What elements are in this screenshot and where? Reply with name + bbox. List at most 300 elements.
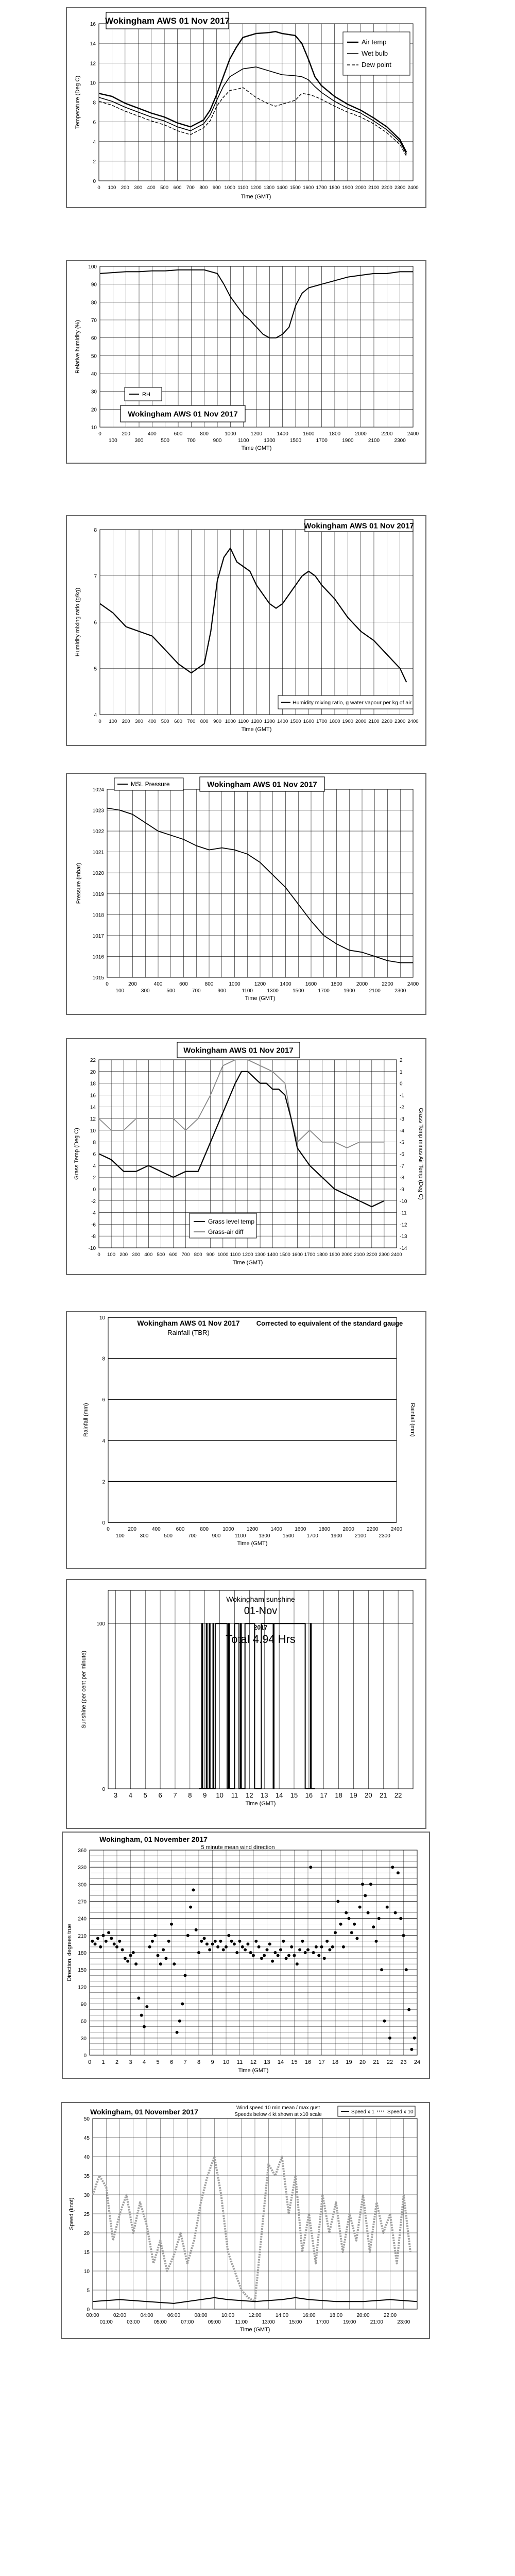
x-tick-label: 1800 bbox=[316, 1252, 328, 1258]
x-tick-label: 100 bbox=[115, 1533, 125, 1539]
y-tick-label: 6 bbox=[94, 620, 97, 626]
wind-direction-point bbox=[304, 1951, 307, 1954]
wind-direction-point bbox=[222, 1948, 225, 1952]
x-axis-label: Time (GMT) bbox=[245, 1801, 276, 1807]
wind-direction-point bbox=[296, 1962, 299, 1965]
x-tick-label: 600 bbox=[173, 185, 182, 191]
x-tick-label: 2300 bbox=[394, 185, 406, 191]
x-tick-label: 21 bbox=[380, 1791, 387, 1799]
x-tick-label: 8 bbox=[188, 1791, 192, 1799]
x-tick-label: 2200 bbox=[381, 185, 392, 191]
y-tick-label: 5 bbox=[94, 666, 97, 672]
x-tick-label: 4 bbox=[142, 2059, 146, 2065]
wind-direction-point bbox=[325, 1940, 329, 1943]
x-tick-label: 0 bbox=[98, 719, 101, 724]
x-tick-label: 2 bbox=[115, 2059, 119, 2065]
y-tick-label: -5 bbox=[400, 1140, 404, 1146]
x-tick-label: 500 bbox=[160, 185, 169, 191]
chart-title: Wokingham sunshine bbox=[226, 1595, 295, 1603]
x-tick-label: 21:00 bbox=[370, 2319, 383, 2325]
x-tick-label: 1200 bbox=[246, 1527, 259, 1532]
wind-speed-chart bbox=[62, 2103, 431, 2340]
y-tick-label: 60 bbox=[91, 335, 97, 342]
x-tick-label: 2100 bbox=[354, 1533, 367, 1539]
y-tick-label: 10 bbox=[90, 1128, 96, 1134]
x-tick-label: 1800 bbox=[329, 431, 341, 437]
mixing-ratio-chart-panel bbox=[66, 515, 426, 746]
x-tick-label: 7 bbox=[183, 2059, 187, 2065]
x-tick-label: 1800 bbox=[331, 981, 342, 987]
x-tick-label: 600 bbox=[169, 1252, 178, 1258]
wind-direction-point bbox=[205, 1942, 209, 1945]
x-tick-label: 300 bbox=[132, 1252, 141, 1258]
x-tick-label: 1700 bbox=[306, 1533, 318, 1539]
wind-direction-point bbox=[315, 1945, 318, 1948]
y-tick-label: 1021 bbox=[92, 850, 104, 856]
x-tick-label: 700 bbox=[186, 438, 196, 444]
x-tick-label: 2400 bbox=[407, 719, 419, 724]
x-tick-label: 200 bbox=[122, 719, 130, 724]
wind-direction-point bbox=[246, 1942, 249, 1945]
x-tick-label: 300 bbox=[134, 185, 143, 191]
x-tick-label: 22:00 bbox=[383, 2313, 397, 2318]
wind-direction-point bbox=[173, 1962, 176, 1965]
wind-direction-point bbox=[129, 1954, 132, 1957]
x-axis-label: Time (GMT) bbox=[241, 726, 272, 733]
x-tick-label: 11 bbox=[231, 1791, 238, 1799]
x-tick-label: 1300 bbox=[263, 185, 274, 191]
y-tick-label: 4 bbox=[93, 139, 96, 145]
series-line bbox=[100, 548, 406, 682]
x-tick-label: 23:00 bbox=[397, 2319, 410, 2325]
x-tick-label: 400 bbox=[151, 1527, 161, 1532]
wind-direction-point bbox=[238, 1940, 242, 1943]
x-tick-label: 2000 bbox=[342, 1527, 354, 1532]
wind-direction-point bbox=[107, 1931, 110, 1934]
temperature-chart bbox=[67, 8, 427, 209]
x-tick-label: 24 bbox=[414, 2059, 421, 2065]
chart-title: Wokingham, 01 November 2017 bbox=[90, 2108, 198, 2116]
x-tick-label: 6 bbox=[169, 2059, 174, 2065]
wind-direction-point bbox=[113, 1942, 116, 1945]
legend-label: MSL Pressure bbox=[131, 781, 170, 788]
wind-direction-point bbox=[118, 1940, 121, 1943]
y-tick-label: 0 bbox=[93, 179, 96, 184]
y-axis-label-right: Rainfall (mm) bbox=[409, 1403, 416, 1437]
y-tick-label: 30 bbox=[80, 2036, 87, 2042]
y-tick-label: 30 bbox=[83, 2193, 90, 2198]
x-tick-label: 100 bbox=[107, 1252, 116, 1258]
y-tick-label: 1018 bbox=[92, 912, 104, 919]
x-tick-label: 600 bbox=[174, 431, 183, 437]
x-tick-label: 22 bbox=[386, 2059, 393, 2065]
x-tick-label: 1000 bbox=[222, 1527, 234, 1532]
x-tick-label: 04:00 bbox=[140, 2313, 153, 2318]
x-tick-label: 2000 bbox=[356, 981, 368, 987]
y-tick-label: 2 bbox=[93, 1175, 96, 1181]
wind-direction-point bbox=[157, 1954, 160, 1957]
y-tick-label: 0 bbox=[87, 2307, 90, 2313]
x-tick-label: 14 bbox=[275, 1791, 283, 1799]
x-tick-label: 1400 bbox=[277, 431, 288, 437]
x-tick-label: 18:00 bbox=[329, 2313, 343, 2318]
y-tick-label: 60 bbox=[80, 2019, 87, 2025]
x-tick-label: 400 bbox=[144, 1252, 153, 1258]
x-tick-label: 700 bbox=[192, 988, 201, 994]
x-tick-label: 1700 bbox=[316, 185, 327, 191]
x-tick-label: 600 bbox=[174, 719, 182, 724]
wind-direction-point bbox=[358, 1906, 362, 1909]
y-tick-label: -14 bbox=[400, 1246, 407, 1251]
x-tick-label: 9 bbox=[203, 1791, 207, 1799]
x-tick-label: 10 bbox=[222, 2059, 230, 2065]
rainfall-chart-panel bbox=[66, 1311, 426, 1569]
y-tick-label: 0 bbox=[102, 1520, 105, 1526]
chart-title: Wokingham AWS 01 Nov 2017 bbox=[183, 1046, 294, 1055]
x-tick-label: 1400 bbox=[270, 1527, 282, 1532]
wind-direction-point bbox=[309, 1866, 312, 1869]
wind-direction-point bbox=[254, 1940, 258, 1943]
x-tick-label: 1200 bbox=[254, 981, 266, 987]
wind-direction-point bbox=[258, 1945, 261, 1948]
wind-direction-point bbox=[380, 1968, 383, 1971]
y-tick-label: 2 bbox=[102, 1479, 105, 1485]
y-tick-label: 70 bbox=[91, 318, 97, 324]
x-axis-label: Time (GMT) bbox=[239, 2327, 270, 2333]
y-tick-label: 16 bbox=[90, 1093, 96, 1099]
x-tick-label: 07:00 bbox=[181, 2319, 194, 2325]
x-tick-label: 0 bbox=[106, 981, 109, 987]
x-tick-label: 1400 bbox=[277, 719, 288, 724]
chart-year: 2017 bbox=[253, 1624, 268, 1631]
y-tick-label: -13 bbox=[400, 1234, 407, 1240]
x-tick-label: 13 bbox=[260, 1791, 268, 1799]
x-tick-label: 22 bbox=[394, 1791, 402, 1799]
x-tick-label: 100 bbox=[109, 719, 117, 724]
grass-temp-chart-panel bbox=[66, 1038, 426, 1275]
wind-direction-point bbox=[159, 1962, 162, 1965]
chart-subtitle: 5 minute mean wind direction bbox=[201, 1844, 275, 1851]
chart-subtitle: 01-Nov bbox=[244, 1605, 278, 1617]
chart-title: Wokingham, 01 November 2017 bbox=[99, 1835, 208, 1843]
y-axis-label: Rainfall (mm) bbox=[83, 1403, 89, 1437]
x-tick-label: 200 bbox=[119, 1252, 128, 1258]
y-tick-label: 50 bbox=[91, 353, 97, 360]
wind-direction-point bbox=[260, 1957, 263, 1960]
y-tick-label: 5 bbox=[87, 2288, 90, 2294]
wind-direction-point bbox=[369, 1883, 372, 1886]
y-tick-label: 120 bbox=[78, 1985, 87, 1991]
x-tick-label: 5 bbox=[143, 1791, 147, 1799]
y-tick-label: 1 bbox=[400, 1069, 403, 1075]
wind-direction-point bbox=[334, 1931, 337, 1934]
x-tick-label: 1600 bbox=[305, 981, 317, 987]
wind-direction-point bbox=[317, 1954, 320, 1957]
x-tick-label: 2300 bbox=[379, 1252, 390, 1258]
x-tick-label: 11 bbox=[236, 2059, 243, 2065]
y-axis-label: Humidity mixing ratio (g/kg) bbox=[75, 587, 81, 657]
x-tick-label: 900 bbox=[213, 719, 221, 724]
y-tick-label: 240 bbox=[78, 1916, 87, 1922]
x-tick-label: 1000 bbox=[225, 431, 236, 437]
wind-direction-point bbox=[203, 1937, 206, 1940]
x-axis-label: Time (GMT) bbox=[237, 1540, 268, 1547]
wind-direction-point bbox=[249, 1951, 252, 1954]
plot-frame bbox=[108, 1590, 413, 1789]
x-tick-label: 1900 bbox=[342, 438, 354, 444]
y-tick-label: 80 bbox=[91, 300, 97, 306]
legend-label: Grass-air diff bbox=[208, 1228, 244, 1235]
y-tick-label: 8 bbox=[94, 528, 97, 533]
x-tick-label: 10:00 bbox=[221, 2313, 235, 2318]
x-tick-label: 1100 bbox=[234, 1533, 246, 1539]
x-tick-label: 1600 bbox=[303, 719, 314, 724]
wind-speed-chart-panel bbox=[61, 2102, 430, 2339]
y-tick-label: 180 bbox=[78, 1951, 87, 1956]
wind-direction-point bbox=[219, 1940, 222, 1943]
wind-direction-point bbox=[91, 1940, 94, 1943]
wind-direction-point bbox=[342, 1945, 345, 1948]
x-tick-label: 800 bbox=[194, 1252, 202, 1258]
y-tick-label: 6 bbox=[93, 120, 96, 126]
wind-direction-chart-panel bbox=[62, 1832, 430, 2079]
x-tick-label: 1000 bbox=[229, 981, 241, 987]
y-axis-label: Relative humidity (%) bbox=[75, 320, 81, 374]
wind-direction-point bbox=[345, 1911, 348, 1914]
wind-direction-point bbox=[110, 1937, 113, 1940]
y-axis-label-right: Grass Temp minus Air Temp (Deg C) bbox=[418, 1108, 424, 1200]
wind-direction-point bbox=[375, 1940, 378, 1943]
y-tick-label: 40 bbox=[91, 371, 97, 377]
x-tick-label: 1700 bbox=[316, 438, 328, 444]
x-tick-label: 17 bbox=[320, 1791, 328, 1799]
x-tick-label: 1500 bbox=[279, 1252, 290, 1258]
x-tick-label: 2200 bbox=[381, 719, 392, 724]
x-tick-label: 2100 bbox=[368, 438, 380, 444]
y-tick-label: 20 bbox=[91, 407, 97, 413]
x-tick-label: 300 bbox=[140, 1533, 149, 1539]
y-tick-label: 0 bbox=[400, 1081, 403, 1087]
x-tick-label: 500 bbox=[166, 988, 176, 994]
x-tick-label: 2100 bbox=[368, 185, 380, 191]
x-tick-label: 600 bbox=[179, 981, 188, 987]
sunshine-chart-panel bbox=[66, 1579, 426, 1829]
y-tick-label: 0 bbox=[93, 1187, 96, 1193]
wind-direction-point bbox=[211, 1942, 214, 1945]
wind-direction-point bbox=[407, 2008, 410, 2011]
x-tick-label: 2300 bbox=[394, 988, 406, 994]
x-tick-label: 17 bbox=[318, 2059, 325, 2065]
x-axis-label: Time (GMT) bbox=[241, 445, 272, 451]
wind-direction-point bbox=[244, 1948, 247, 1952]
x-tick-label: 2400 bbox=[407, 981, 419, 987]
x-tick-label: 2200 bbox=[381, 431, 393, 437]
y-tick-label: 35 bbox=[83, 2174, 90, 2179]
wind-direction-point bbox=[410, 2048, 413, 2051]
y-tick-label: 12 bbox=[90, 61, 96, 67]
x-tick-label: 100 bbox=[108, 438, 117, 444]
y-tick-label: -1 bbox=[400, 1093, 404, 1099]
chart-title: Wokingham AWS 01 Nov 2017 bbox=[128, 410, 238, 419]
y-tick-label: 12 bbox=[90, 1116, 96, 1123]
x-tick-label: 1300 bbox=[264, 719, 275, 724]
y-tick-label: -12 bbox=[400, 1222, 407, 1228]
x-tick-label: 08:00 bbox=[194, 2313, 208, 2318]
x-tick-label: 800 bbox=[204, 981, 214, 987]
chart-total: Total 4.94 Hrs bbox=[226, 1633, 296, 1646]
wind-direction-point bbox=[293, 1954, 296, 1957]
x-tick-label: 1 bbox=[101, 2059, 105, 2065]
x-tick-label: 16 bbox=[304, 2059, 312, 2065]
y-tick-label: 4 bbox=[94, 713, 97, 718]
wind-direction-point bbox=[235, 1951, 238, 1954]
wind-direction-point bbox=[94, 1942, 97, 1945]
series-line bbox=[199, 1623, 315, 1789]
x-tick-label: 2200 bbox=[367, 1527, 379, 1532]
y-axis-label: Speed (knot) bbox=[68, 2197, 75, 2230]
x-tick-label: 2100 bbox=[354, 1252, 365, 1258]
wind-direction-point bbox=[137, 1996, 140, 1999]
y-tick-label: 100 bbox=[88, 264, 97, 270]
y-tick-label: 14 bbox=[90, 41, 96, 47]
x-tick-label: 1500 bbox=[282, 1533, 295, 1539]
x-tick-label: 13 bbox=[264, 2059, 270, 2065]
x-tick-label: 900 bbox=[217, 988, 227, 994]
x-tick-label: 15:00 bbox=[289, 2319, 302, 2325]
y-tick-label: -7 bbox=[400, 1163, 404, 1170]
wind-direction-point bbox=[230, 1940, 233, 1943]
x-tick-label: 2000 bbox=[355, 431, 367, 437]
y-tick-label: 20 bbox=[90, 1069, 96, 1075]
x-tick-label: 2300 bbox=[394, 438, 406, 444]
y-tick-label: 15 bbox=[83, 2250, 90, 2256]
x-tick-label: 14:00 bbox=[275, 2313, 289, 2318]
wind-direction-point bbox=[350, 1931, 353, 1934]
wind-direction-point bbox=[266, 1948, 269, 1952]
wind-direction-point bbox=[96, 1937, 99, 1940]
wind-direction-point bbox=[339, 1923, 342, 1926]
x-tick-label: 200 bbox=[121, 185, 129, 191]
x-tick-label: 800 bbox=[200, 719, 209, 724]
y-tick-label: 270 bbox=[78, 1899, 87, 1905]
x-tick-label: 1600 bbox=[303, 185, 314, 191]
y-tick-label: 8 bbox=[93, 1140, 96, 1146]
x-tick-label: 100 bbox=[115, 988, 125, 994]
y-tick-label: 0 bbox=[102, 1787, 105, 1792]
x-tick-label: 1700 bbox=[318, 988, 330, 994]
x-axis-label: Time (GMT) bbox=[238, 2067, 269, 2074]
x-tick-label: 12 bbox=[246, 1791, 253, 1799]
x-tick-label: 1500 bbox=[289, 185, 301, 191]
x-tick-label: 1900 bbox=[331, 1533, 342, 1539]
wind-direction-point bbox=[301, 1940, 304, 1943]
wind-direction-point bbox=[372, 1925, 375, 1928]
wind-direction-point bbox=[377, 1917, 381, 1920]
wind-direction-point bbox=[164, 1957, 167, 1960]
chart-subtitle-2: Speeds below 4 kt shown at x10 scale bbox=[234, 2112, 322, 2117]
y-tick-label: -10 bbox=[88, 1246, 96, 1251]
y-tick-label: 18 bbox=[90, 1081, 96, 1087]
y-tick-label: 6 bbox=[93, 1151, 96, 1158]
series-line bbox=[93, 2157, 410, 2301]
wind-direction-point bbox=[353, 1923, 356, 1926]
x-tick-label: 0 bbox=[98, 431, 101, 437]
x-tick-label: 900 bbox=[206, 1252, 215, 1258]
x-tick-label: 19:00 bbox=[343, 2319, 356, 2325]
x-tick-label: 14 bbox=[277, 2059, 284, 2065]
y-tick-label: 10 bbox=[90, 80, 96, 87]
y-tick-label: 100 bbox=[96, 1621, 105, 1628]
x-tick-label: 03:00 bbox=[127, 2319, 140, 2325]
wind-direction-point bbox=[140, 2014, 143, 2017]
x-tick-label: 16:00 bbox=[302, 2313, 316, 2318]
x-tick-label: 20:00 bbox=[356, 2313, 370, 2318]
x-tick-label: 12 bbox=[250, 2059, 257, 2065]
x-tick-label: 1400 bbox=[267, 1252, 278, 1258]
x-tick-label: 2300 bbox=[394, 719, 406, 724]
chart-note: Corrected to equivalent of the standard gauge bbox=[256, 1319, 403, 1327]
x-tick-label: 1700 bbox=[304, 1252, 315, 1258]
x-tick-label: 1400 bbox=[280, 981, 291, 987]
x-tick-label: 11:00 bbox=[235, 2319, 248, 2325]
wind-direction-point bbox=[402, 1934, 405, 1937]
wind-direction-point bbox=[181, 2003, 184, 2006]
y-tick-label: 1015 bbox=[92, 975, 104, 981]
x-tick-label: 600 bbox=[176, 1527, 185, 1532]
pressure-chart bbox=[67, 774, 427, 1016]
x-tick-label: 500 bbox=[161, 438, 170, 444]
x-tick-label: 1300 bbox=[267, 988, 279, 994]
x-tick-label: 1600 bbox=[303, 431, 315, 437]
x-tick-label: 5 bbox=[156, 2059, 160, 2065]
x-tick-label: 23 bbox=[400, 2059, 407, 2065]
x-tick-label: 1900 bbox=[344, 988, 355, 994]
x-tick-label: 1600 bbox=[291, 1252, 303, 1258]
y-tick-label: 1020 bbox=[92, 871, 104, 877]
x-tick-label: 2200 bbox=[366, 1252, 377, 1258]
wind-direction-point bbox=[170, 1923, 173, 1926]
legend-label: Speed x 10 bbox=[387, 2109, 414, 2115]
y-tick-label: -3 bbox=[400, 1116, 404, 1123]
x-tick-label: 2400 bbox=[390, 1527, 403, 1532]
y-tick-label: -9 bbox=[400, 1187, 404, 1193]
x-tick-label: 1600 bbox=[295, 1527, 306, 1532]
x-tick-label: 2300 bbox=[379, 1533, 390, 1539]
x-tick-label: 1100 bbox=[237, 438, 249, 444]
chart-title: Wokingham AWS 01 Nov 2017 bbox=[207, 780, 317, 789]
x-tick-label: 800 bbox=[199, 185, 208, 191]
x-tick-label: 19 bbox=[350, 1791, 357, 1799]
x-tick-label: 100 bbox=[108, 185, 116, 191]
wind-direction-point bbox=[298, 1948, 301, 1952]
wind-direction-point bbox=[287, 1954, 290, 1957]
x-tick-label: 3 bbox=[113, 1791, 118, 1799]
x-tick-label: 1200 bbox=[242, 1252, 253, 1258]
x-axis-label: Time (GMT) bbox=[241, 194, 271, 200]
y-tick-label: 7 bbox=[94, 573, 97, 580]
x-tick-label: 900 bbox=[213, 438, 222, 444]
chart-subtitle: Wind speed 10 min mean / max gust bbox=[236, 2105, 320, 2111]
wind-direction-point bbox=[271, 1960, 274, 1963]
wind-direction-point bbox=[151, 1940, 154, 1943]
x-tick-label: 12:00 bbox=[248, 2313, 262, 2318]
x-tick-label: 400 bbox=[153, 981, 163, 987]
x-tick-label: 0 bbox=[97, 185, 100, 191]
wind-direction-point bbox=[290, 1945, 293, 1948]
wind-direction-point bbox=[361, 1883, 364, 1886]
x-tick-label: 1000 bbox=[224, 185, 235, 191]
y-tick-label: -8 bbox=[91, 1234, 96, 1240]
